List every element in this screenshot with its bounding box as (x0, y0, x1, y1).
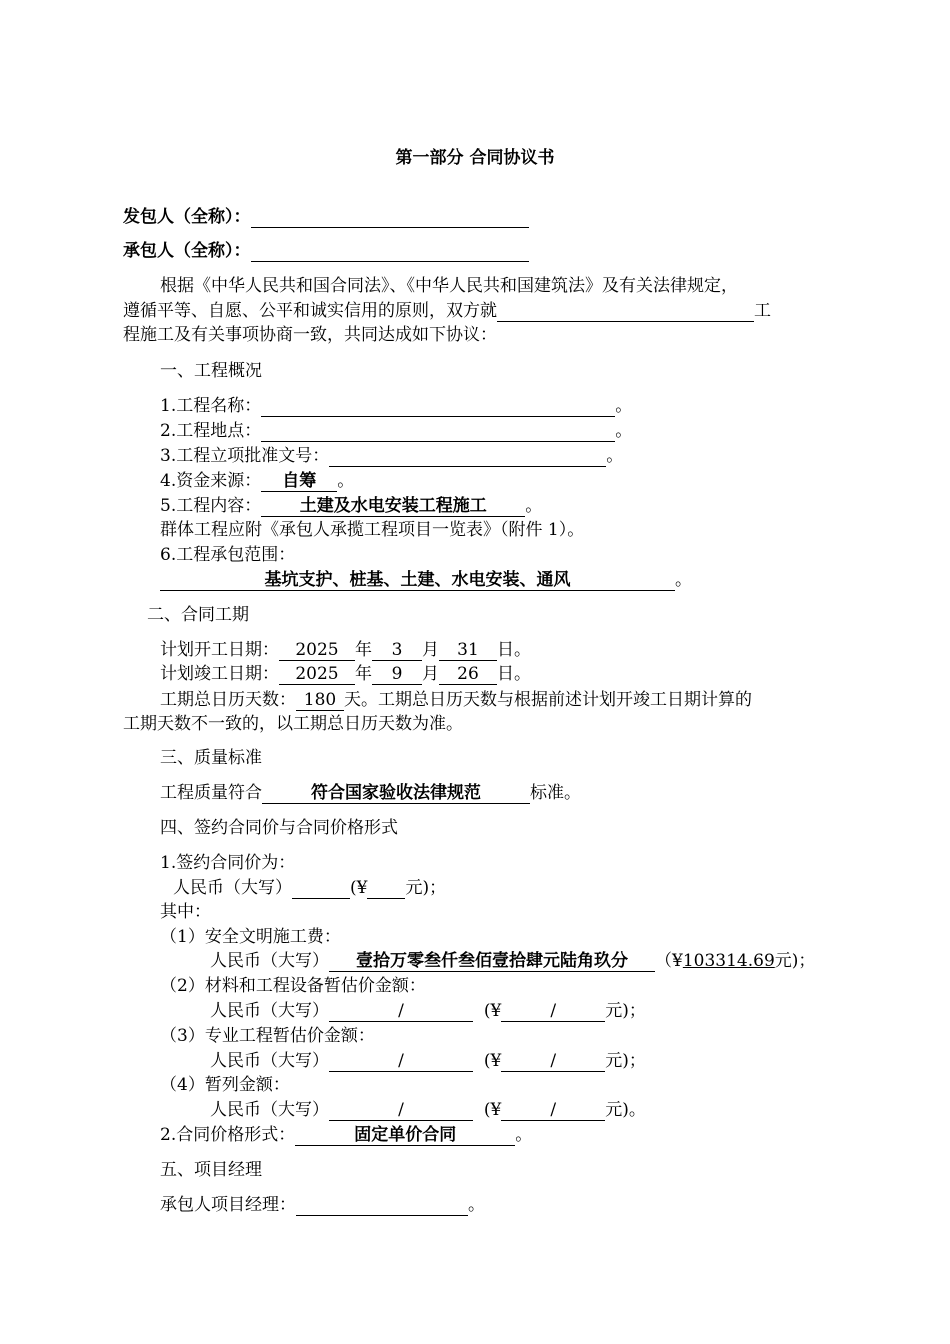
material-estimate-row: 人民币（大写） / (¥ / 元)； (210, 1001, 646, 1021)
start-month: 3 (372, 640, 422, 661)
contract-price-number (367, 878, 405, 899)
provisional-sum-row: 人民币（大写） / (¥ / 元)。 (210, 1100, 646, 1120)
approval-number-row: 3.工程立项批准文号： 。 (160, 446, 624, 466)
preamble-line-1: 根据《中华人民共和国合同法》、《中华人民共和国建筑法》及有关法律规定， (160, 276, 738, 296)
approval-number-blank (329, 446, 606, 467)
material-estimate-number: / (501, 1001, 605, 1022)
end-year: 2025 (279, 664, 355, 685)
scope-value: 基坑支护、桩基、土建、水电安装、通风 (160, 570, 675, 591)
total-days-line-2: 工期天数不一致的，以工期总日历天数为准。 (123, 714, 463, 734)
project-blank (497, 301, 754, 322)
party-b-row (123, 240, 529, 262)
group-note: 群体工程应附《承包人承揽工程项目一览表》（附件 1）。 (160, 520, 585, 540)
end-day: 26 (439, 664, 497, 685)
section-4-heading: 四、签约合同价与合同价格形式 (160, 818, 398, 838)
start-year: 2025 (279, 640, 355, 661)
party-a-row (123, 206, 529, 228)
specialty-estimate-row: 人民币（大写） / (¥ / 元)； (210, 1051, 646, 1071)
project-name-row: 1.工程名称： 。 (160, 396, 633, 416)
material-estimate-label: （2）材料和工程设备暂估价金额： (160, 976, 426, 996)
end-month: 9 (372, 664, 422, 685)
safety-fee-number: 103314.69 (682, 951, 775, 971)
scope-label: 6.工程承包范围： (160, 545, 296, 565)
party-b-label: 承包人（全称）： (123, 241, 251, 261)
start-date-row: 计划开工日期： 2025 年 3 月 31 日。 (160, 640, 531, 660)
quality-row: 工程质量符合 符合国家验收法律规范 标准。 (160, 783, 581, 803)
contract-price-row: 人民币（大写） (¥ 元)； (173, 878, 447, 898)
safety-fee-row: 人民币（大写） 壹拾万零叁仟叁佰壹拾肆元陆角玖分 （¥103314.69元)； (210, 951, 816, 971)
end-date-row: 计划竣工日期： 2025 年 9 月 26 日。 (160, 664, 531, 684)
price-form-value: 固定单价合同 (295, 1125, 515, 1146)
section-3-heading: 三、质量标准 (160, 748, 262, 768)
party-a-blank (251, 207, 529, 228)
content-value: 土建及水电安装工程施工 (261, 496, 525, 517)
contract-price-words (292, 878, 350, 899)
provisional-sum-number: / (501, 1100, 605, 1121)
project-name-blank (261, 396, 615, 417)
project-location-blank (261, 421, 615, 442)
project-manager-row: 承包人项目经理： 。 (160, 1195, 485, 1215)
specialty-estimate-words: / (329, 1051, 473, 1072)
safety-fee-words: 壹拾万零叁仟叁佰壹拾肆元陆角玖分 (329, 951, 655, 972)
section-5-heading: 五、项目经理 (160, 1160, 262, 1180)
funding-row: 4.资金来源： 自筹 。 (160, 471, 355, 491)
project-location-row: 2.工程地点： 。 (160, 421, 633, 441)
funding-value: 自筹 (261, 471, 337, 492)
project-manager-blank (296, 1195, 468, 1216)
contract-price-label: 1.签约合同价为： (160, 853, 296, 873)
content-row: 5.工程内容： 土建及水电安装工程施工 。 (160, 496, 543, 516)
provisional-sum-words: / (329, 1100, 473, 1121)
specialty-estimate-number: / (501, 1051, 605, 1072)
specialty-estimate-label: （3）专业工程暂估价金额： (160, 1026, 375, 1046)
preamble-line-3: 程施工及有关事项协商一致，共同达成如下协议： (123, 325, 497, 345)
material-estimate-words: / (329, 1001, 473, 1022)
preamble-line-2: 遵循平等、自愿、公平和诚实信用的原则，双方就 工 (123, 301, 771, 321)
party-a-label: 发包人（全称）： (123, 207, 251, 227)
safety-fee-label: （1）安全文明施工费： (160, 927, 341, 947)
scope-row: 基坑支护、桩基、土建、水电安装、通风 。 (160, 569, 692, 591)
total-days-row: 工期总日历天数： 180 天。工期总日历天数与根据前述计划开竣工日期计算的 (160, 690, 752, 710)
price-form-row: 2.合同价格形式： 固定单价合同 。 (160, 1125, 533, 1145)
among-label: 其中： (160, 902, 211, 922)
section-1-heading: 一、工程概况 (160, 361, 262, 381)
party-b-blank (251, 241, 529, 262)
start-day: 31 (439, 640, 497, 661)
page-title: 第一部分 合同协议书 (395, 148, 555, 168)
section-2-heading: 二、合同工期 (147, 605, 249, 625)
total-days-value: 180 (296, 690, 344, 711)
provisional-sum-label: （4）暂列金额： (160, 1075, 290, 1095)
quality-value: 符合国家验收法律规范 (262, 783, 530, 804)
